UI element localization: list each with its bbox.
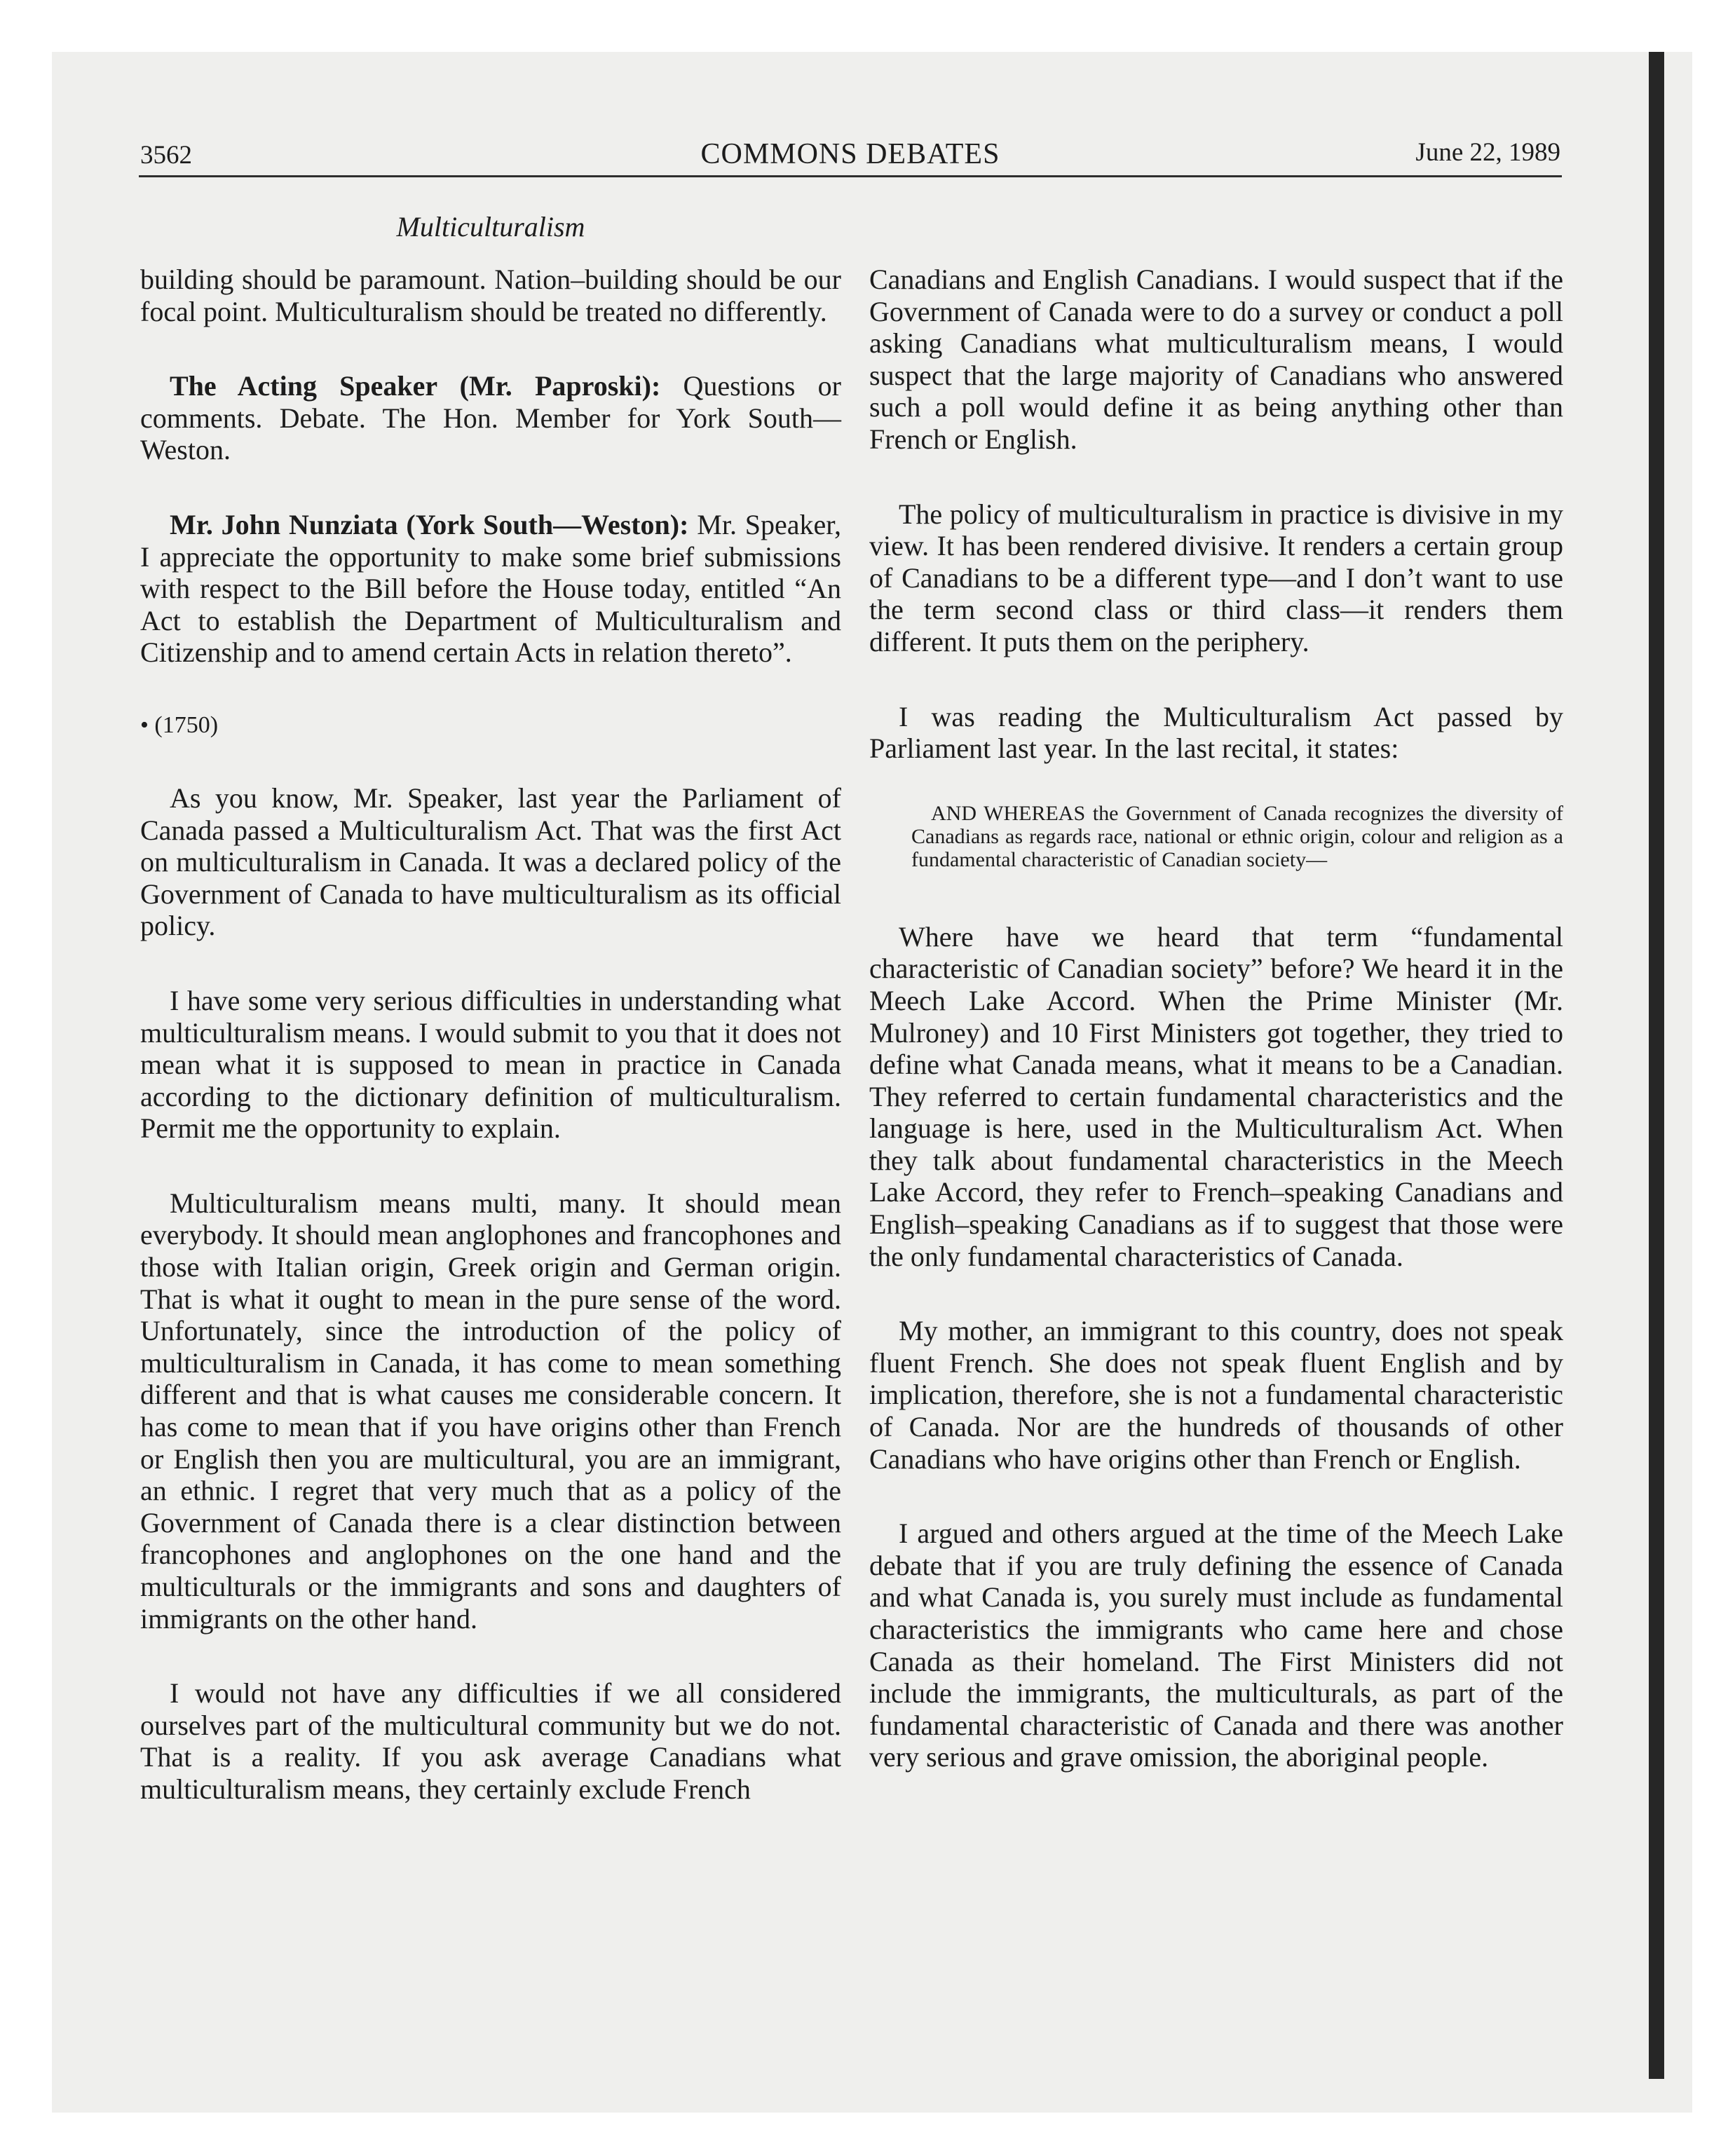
paragraph: I was reading the Multiculturalism Act passed by Parliament last year. In the last recital, it states: <box>869 700 1563 765</box>
right-column <box>869 264 1563 1816</box>
speaker-name: The Acting Speaker (Mr. Paproski): <box>170 370 661 402</box>
header-rule <box>139 175 1562 177</box>
paragraph <box>140 370 841 466</box>
journal-title: COMMONS DEBATES <box>700 138 1000 170</box>
paragraph: building should be paramount. Nation–building should be our focal point. Multiculturalism should be treated no differently. <box>140 264 841 327</box>
scan-edge-bar <box>1649 52 1664 2079</box>
paragraph <box>140 509 841 669</box>
speech-text: Questions or comments. Debate. The Hon. Member for York South—Weston. <box>140 370 841 466</box>
paragraph: As you know, Mr. Speaker, last year the Parliament of Canada passed a Multiculturalism Act. That was the first Act on multiculturalism in Canada. It was a declared policy of the Government of Canada to have multiculturalism as its official policy. <box>140 782 841 942</box>
issue-date: June 22, 1989 <box>1415 138 1560 167</box>
section-title: Multiculturalism <box>396 211 585 243</box>
time-marker: • (1750) <box>140 711 219 738</box>
speaker-name: Mr. John Nunziata (York South—Weston): <box>170 508 689 540</box>
block-quote: AND WHEREAS the Government of Canada recognizes the diversity of Canadians as regards race, national or ethnic origin, colour and religion as a fundamental characteristic of Canadian society— <box>911 801 1563 871</box>
page-number: 3562 <box>140 141 192 170</box>
paragraph: I argued and others argued at the time of the Meech Lake debate that if you are truly defining the essence of Canada and what Canada is, you surely must include as fundamental characteristics the immigrants who came here and chose Canada as their homeland. The First Ministers did not include the immigrants, the multiculturals, as part of the fundamental characteristic of Canada and there was another very serious and grave omission, the aboriginal people. <box>869 1517 1563 1773</box>
paragraph: I have some very serious difficulties in understanding what multiculturalism means. I would submit to you that it does not mean what it is supposed to mean in practice in Canada according to the dictionary definition of multiculturalism. Permit me the opportunity to explain. <box>140 984 841 1145</box>
paragraph: Canadians and English Canadians. I would suspect that if the Government of Canada were to do a survey or conduct a poll asking Canadians what multiculturalism means, I would suspect that the large majority of Canadians who answered such a poll would define it as being anything other than French or English. <box>869 264 1563 455</box>
speech-text: Mr. Speaker, I appreciate the opportunity to make some brief submissions with respect to the Bill before the House today, entitled “An Act to establish the Department of Multiculturalism and Citizenship and to amend certain Acts in relation thereto”. <box>140 508 842 669</box>
paragraph: The policy of multiculturalism in practice is divisive in my view. It has been rendered divisive. It renders a certain group of Canadians to be a different type—and I don’t want to use the term second class or third class—it renders them different. It puts them on the periphery. <box>869 498 1563 657</box>
paragraph: I would not have any difficulties if we all considered ourselves part of the multicultural community but we do not. That is a reality. If you ask average Canadians what multiculturalism means, they certainly exclude French <box>140 1677 841 1805</box>
paragraph: Where have we heard that term “fundamental characteristic of Canadian society” before? We heard it in the Meech Lake Accord. When the Prime Minister (Mr. Mulroney) and 10 First Ministers got together, they tried to define what Canada means, what it means to be a Canadian. They referred to certain fundamental characteristics and the language is here, used in the Multiculturalism Act. When they talk about fundamental characteristics in the Meech Lake Accord, they refer to French–speaking Canadians and English–speaking Canadians as if to suggest that those were the only fundamental characteristics of Canada. <box>869 920 1563 1272</box>
paragraph: My mother, an immigrant to this country, does not speak fluent French. She does not speak fluent English and by implication, therefore, she is not a fundamental characteristic of Canada. Nor are the hundreds of thousands of other Canadians who have origins other than French or English. <box>869 1315 1563 1475</box>
paragraph: Multiculturalism means multi, many. It should mean everybody. It should mean anglophones and francophones and those with Italian origin, Greek origin and German origin. That is what it ought to mean in the pure sense of the word. Unfortunately, since the introduction of the policy of multiculturalism in Canada, it has come to mean something different and that is what causes me considerable concern. It has come to mean that if you have origins other than French or English then you are multicultural, you are an immigrant, an ethnic. I regret that very much that as a policy of the Government of Canada there is a clear distinction between francophones and anglophones on the one hand and the multiculturals or the immigrants and sons and daughters of immigrants on the other hand. <box>140 1187 841 1635</box>
left-column <box>140 264 841 1848</box>
running-header <box>140 130 1560 172</box>
